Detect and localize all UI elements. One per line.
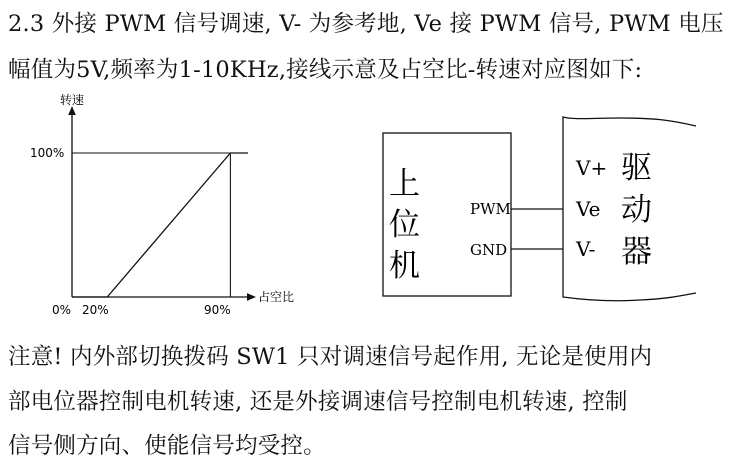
driver-label-3: 器 — [621, 234, 652, 270]
driver-pin-vminus: V- — [576, 237, 596, 261]
driver-pin-vplus: V+ — [576, 156, 608, 180]
speed-curve — [72, 153, 248, 297]
host-label-3: 机 — [389, 248, 420, 284]
driver-label-1: 驱 — [621, 150, 652, 186]
driver-label-2: 动 — [621, 192, 652, 228]
note-line-3: 信号侧方向、使能信号均受控。 — [8, 433, 326, 459]
host-label-2: 位 — [389, 207, 420, 243]
host-label-1: 上 — [389, 166, 420, 202]
pin-pwm: PWM — [470, 200, 511, 218]
x-tick-0: 0% — [52, 303, 72, 317]
note-line-2: 部电位器控制电机转速, 还是外接调速信号控制电机转速, 控制 — [8, 389, 628, 415]
speed-duty-chart — [30, 92, 294, 317]
note-line-1: 注意! 内外部切换拨码 SW1 只对调速信号起作用, 无论是使用内 — [8, 344, 653, 370]
heading-line-2: 幅值为5V,频率为1-10KHz,接线示意及占空比-转速对应图如下: — [8, 57, 643, 83]
wiring-diagram — [383, 117, 696, 301]
x-axis-label: 占空比 — [258, 290, 295, 304]
x-tick-20: 20% — [82, 303, 109, 317]
y-axis-label: 转速 — [60, 93, 85, 107]
y-tick-100: 100% — [30, 146, 65, 160]
driver-pin-ve: Ve — [576, 197, 601, 221]
pin-gnd: GND — [470, 241, 508, 259]
x-tick-90: 90% — [204, 303, 231, 317]
heading-line-1: 2.3 外接 PWM 信号调速, V- 为参考地, Ve 接 PWM 信号, PWM 电压 — [8, 11, 724, 37]
